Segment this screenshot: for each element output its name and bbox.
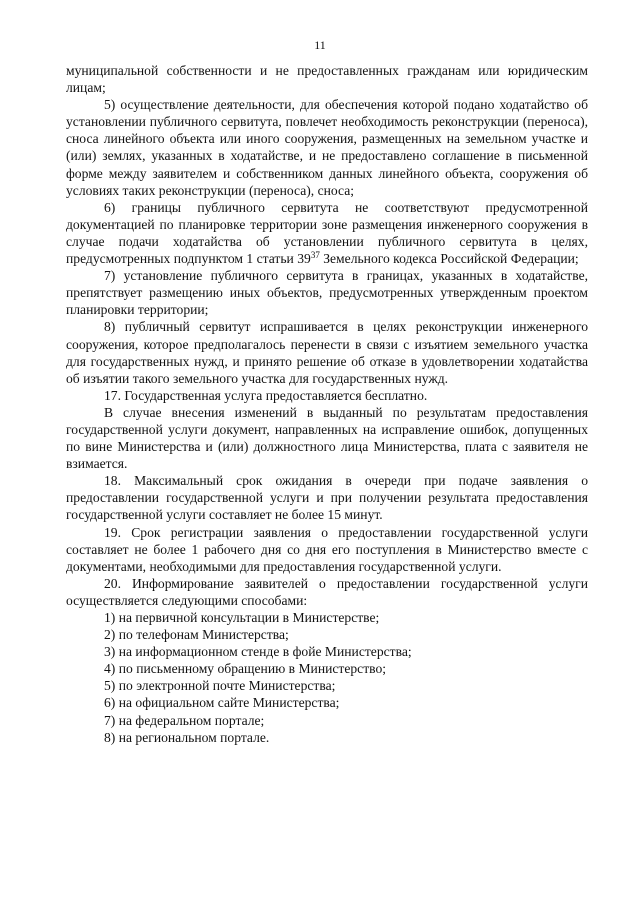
list-item: 6) на официальном сайте Министерства; [104, 695, 340, 711]
list-item: 8) на региональном портале. [104, 729, 270, 745]
list-item: 3) на информационном стенде в фойе Министерства; [104, 644, 412, 660]
page-number: 11 [314, 38, 326, 52]
paragraph-item-5: 5) осуществление деятельности, для обеспечения которой подано ходатайство об установлении публичного сервитута, повлечет необходимость реконструкции (переноса), сноса линейного объекта или иного сооружения, размещенных на земельном участке и (или) землях, указанных в ходатайстве, и не предоставлено соглашение в письменной форме между заявителем и собственником данных линейного объекта, сооружения об условиях таких реконструкции (переноса), сноса; [66, 97, 588, 198]
paragraph-17-fee-note: В случае внесения изменений в выданный по результатам предоставления государственной услуги документ, направленных на исправление ошибок, допущенных по вине Министерства и (или) должностного лица Министерства, плата с заявителя не взимается. [66, 404, 588, 472]
paragraph-item-6-text: 6) границы публичного сервитута не соответствуют предусмотренной документацией по планировке территории зоне размещения инженерного сооружения в случае подачи ходатайства об установлении публичного сервитута в целях, предусмотренных подпунктом 1 статьи 39 [66, 199, 588, 267]
paragraph-item-6 [66, 199, 588, 267]
paragraph-continuation: муниципальной собственности и не предоставленных гражданам или юридическим лицам; [66, 63, 588, 96]
paragraph-item-7: 7) установление публичного сервитута в границах, указанных в ходатайстве, препятствует размещению иных объектов, предусмотренных утвержденным проектом планировки территории; [66, 268, 588, 318]
paragraph-19: 19. Срок регистрации заявления о предоставлении государственной услуги составляет не более 1 рабочего дня со дня его поступления в Министерство вместе с документами, необходимыми для предоставления государственной услуги. [66, 524, 588, 574]
paragraph-17: 17. Государственная услуга предоставляется бесплатно. [104, 387, 428, 403]
list-item: 2) по телефонам Министерства; [104, 627, 289, 643]
paragraph-18: 18. Максимальный срок ожидания в очереди при подаче заявления о предоставлении государственной услуги и при получении результата предоставления государственной услуги составляет не более 15 минут. [66, 473, 588, 523]
list-item: 4) по письменному обращению в Министерство; [104, 661, 387, 677]
article-superscript: 37 [310, 250, 320, 261]
document-body [66, 62, 588, 746]
list-item: 7) на федеральном портале; [104, 712, 265, 728]
list-item: 1) на первичной консультации в Министерстве; [104, 610, 380, 625]
list-item: 5) по электронной почте Министерства; [104, 678, 336, 694]
paragraph-20: 20. Информирование заявителей о предоставлении государственной услуги осуществляется следующими способами: [66, 575, 588, 608]
paragraph-item-8: 8) публичный сервитут испрашивается в целях реконструкции инженерного сооружения, которое предполагалось перенести в связи с изъятием земельного участка для государственных нужд, и принято решение об отказе в удовлетворении ходатайства об изъятии такого земельного участка для государственных нужд. [66, 319, 588, 386]
paragraph-item-6-text-end: Земельного кодекса Российской Федерации; [319, 251, 579, 267]
